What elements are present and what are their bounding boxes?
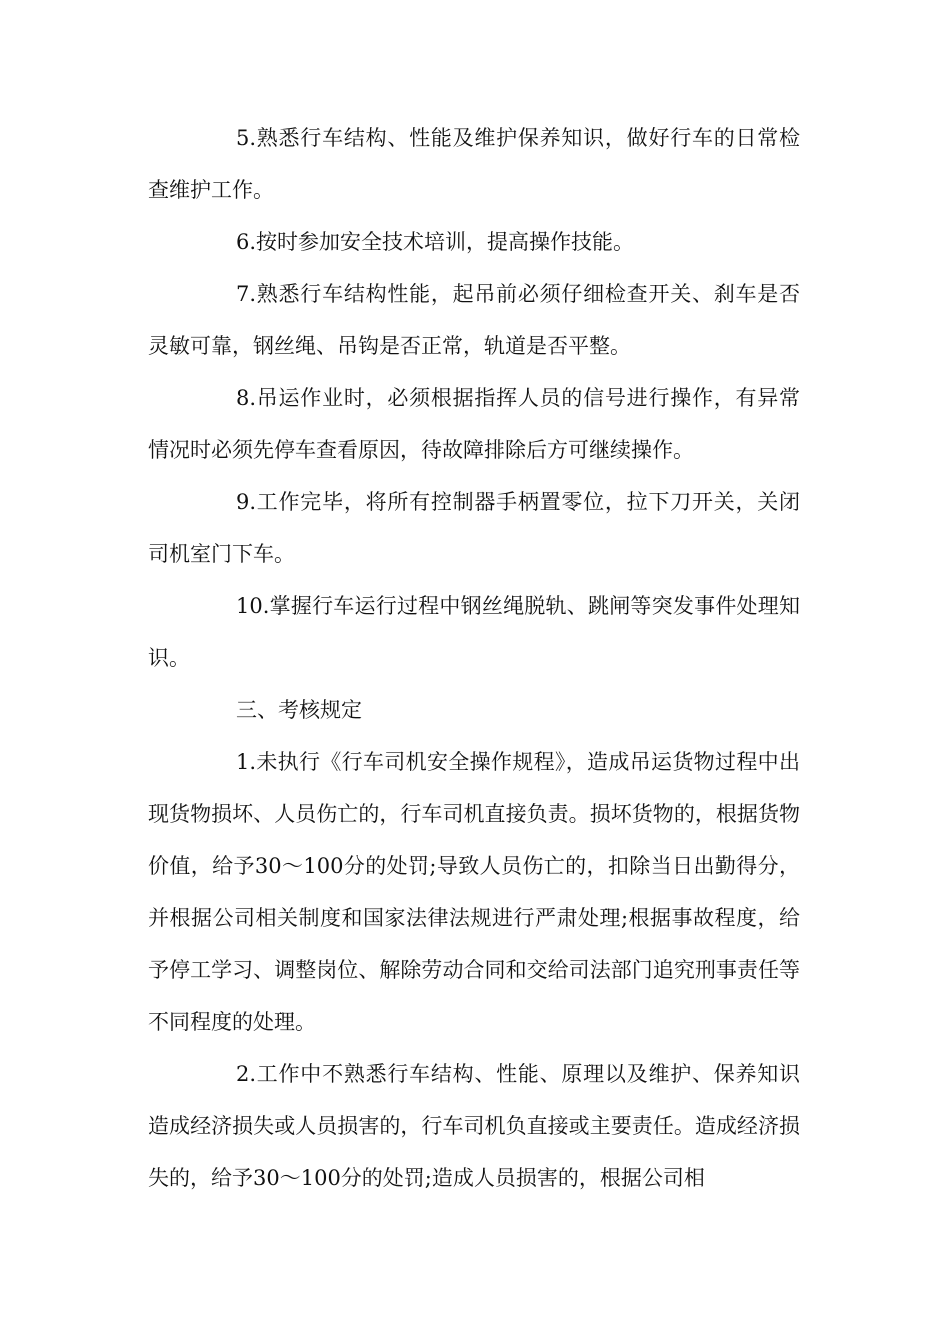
paragraph-item-9: 9.工作完毕，将所有控制器手柄置零位，拉下刀开关，关闭司机室门下车。 xyxy=(148,490,800,566)
paragraph-item-6: 6.按时参加安全技术培训，提高操作技能。 xyxy=(236,230,635,254)
section-heading: 三、考核规定 xyxy=(236,698,362,722)
assessment-rule-2: 2.工作中不熟悉行车结构、性能、原理以及维护、保养知识造成经济损失或人员损害的，行车司机负直接或主要责任。造成经济损失的，给予30～100分的处罚;造成人员损害的，根据公司相 xyxy=(148,1062,800,1190)
paragraph-item-7: 7.熟悉行车结构性能，起吊前必须仔细检查开关、刹车是否灵敏可靠，钢丝绳、吊钩是否正常，轨道是否平整。 xyxy=(148,282,800,358)
assessment-rule-1: 1.未执行《行车司机安全操作规程》，造成吊运货物过程中出现货物损坏、人员伤亡的，行车司机直接负责。损坏货物的，根据货物价值，给予30～100分的处罚;导致人员伤亡的，扣除当日出勤得分，并根据公司相关制度和国家法律法规进行严肃处理;根据事故程度，给予停工学习、调整岗位、解除劳动合同和交给司法部门追究刑事责任等不同程度的处理。 xyxy=(148,750,800,1034)
paragraph-item-8: 8.吊运作业时，必须根据指挥人员的信号进行操作，有异常情况时必须先停车查看原因，待故障排除后方可继续操作。 xyxy=(148,386,800,462)
paragraph-item-10: 10.掌握行车运行过程中钢丝绳脱轨、跳闸等突发事件处理知识。 xyxy=(148,594,800,670)
document-body xyxy=(148,112,800,1204)
paragraph-item-5: 5.熟悉行车结构、性能及维护保养知识，做好行车的日常检查维护工作。 xyxy=(148,126,800,202)
